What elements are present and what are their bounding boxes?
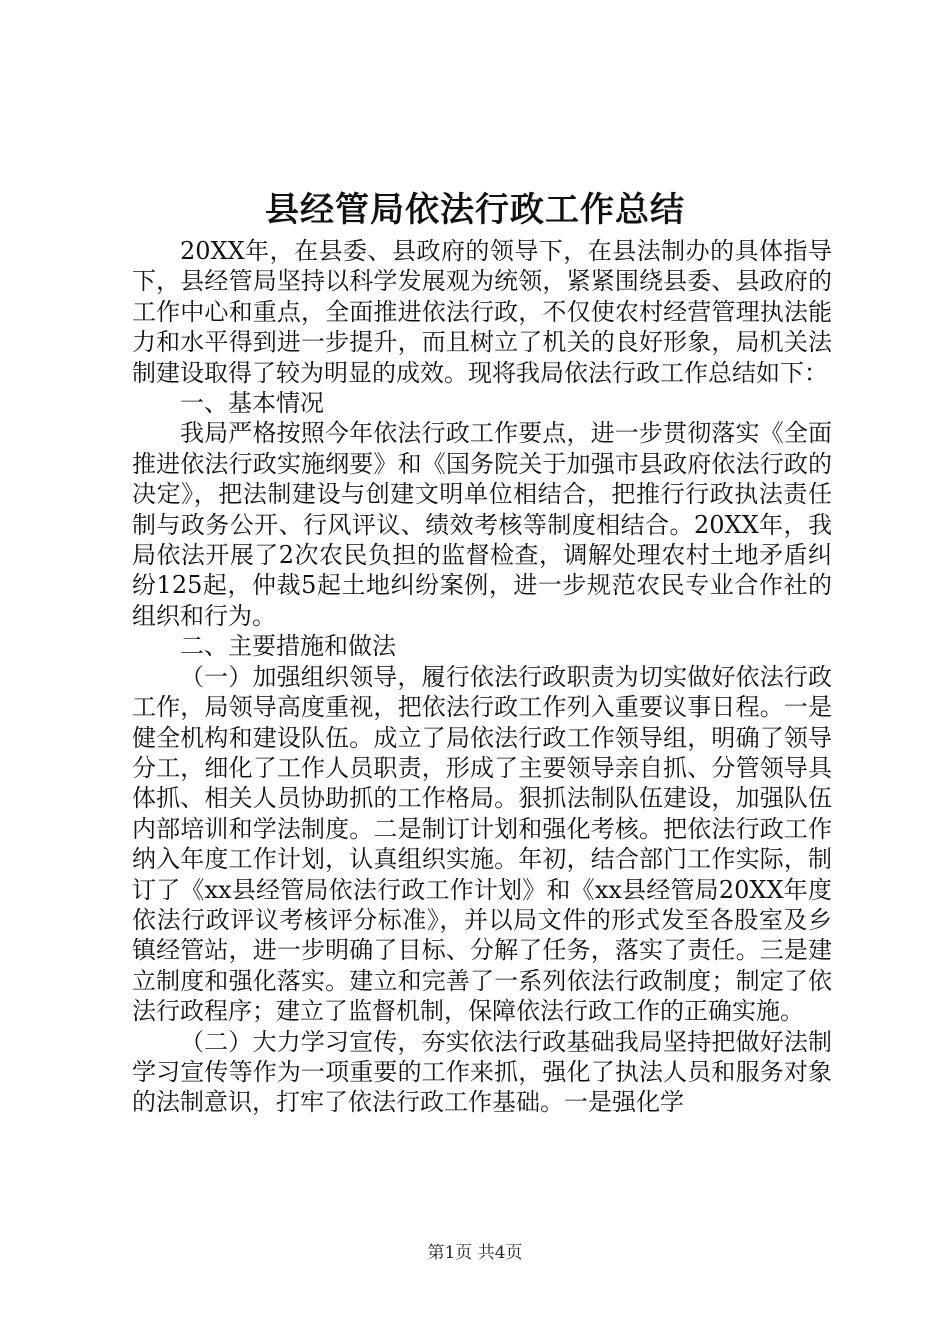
measures-paragraph-2: （二）大力学习宣传，夯实依法行政基础我局坚持把做好法制学习宣传等作为一项重要的工作来抓，强化了执法人员和服务对象的法制意识，打牢了依法行政工作基础。一是强化学 [132,1027,832,1117]
page-number-footer: 第1页 共4页 [427,1243,523,1263]
basic-situation-paragraph: 我局严格按照今年依法行政工作要点，进一步贯彻落实《全面推进依法行政实施纲要》和《国务院关于加强市县政府依法行政的决定》，把法制建设与创建文明单位相结合，把推行行政执法责任制与政务公开、行风评议、绩效考核等制度相结合。20XX年，我局依法开展了2次农民负担的监督检查，调解处理农村土地矛盾纠纷125起，仲裁5起土地纠纷案例，进一步规范农民专业合作社的组织和行为。 [132,419,832,630]
document-title: 县经管局依法行政工作总结 [265,190,685,230]
section-heading-basic-situation: 一、基本情况 [180,389,324,418]
measures-paragraph-1: （一）加强组织领导，履行依法行政职责为切实做好依法行政工作，局领导高度重视，把依法行政工作列入重要议事日程。一是健全机构和建设队伍。成立了局依法行政工作领导组，明确了领导分工，细化了工作人员职责，形成了主要领导亲自抓、分管领导具体抓、相关人员协助抓的工作格局。狠抓法制队伍建设，加强队伍内部培训和学法制度。二是制订计划和强化考核。把依法行政工作纳入年度工作计划，认真组织实施。年初，结合部门工作实际，制订了《xx县经管局依法行政工作计划》和《xx县经管局20XX年度依法行政评议考核评分标准》，并以局文件的形式发至各股室及乡镇经管站，进一步明确了目标、分解了任务，落实了责任。三是建立制度和强化落实。建立和完善了一系列依法行政制度；制定了依法行政程序；建立了监督机制，保障依法行政工作的正确实施。 [132,662,832,1026]
intro-paragraph: 20XX年，在县委、县政府的领导下，在县法制办的具体指导下，县经管局坚持以科学发展观为统领，紧紧围绕县委、县政府的工作中心和重点，全面推进依法行政，不仅使农村经营管理执法能力和水平得到进一步提升，而且树立了机关的良好形象，局机关法制建设取得了较为明显的成效。现将我局依法行政工作总结如下： [132,237,832,387]
document-body [132,236,832,1118]
section-heading-measures: 二、主要措施和做法 [180,632,396,661]
